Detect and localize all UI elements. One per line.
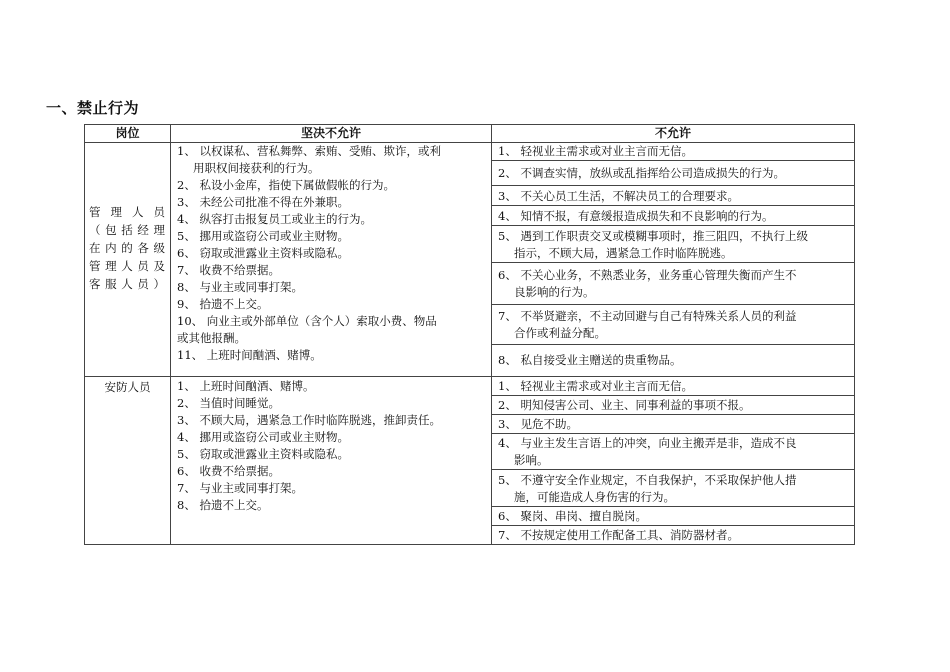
list-item: 3、 见危不助。 bbox=[498, 417, 578, 431]
list-item: 影响。 bbox=[514, 453, 549, 467]
forbidden-cell bbox=[492, 526, 855, 545]
list-item: 3、 不关心员工生活，不解决员工的合理要求。 bbox=[498, 189, 739, 203]
table-header-row bbox=[85, 125, 855, 143]
forbidden-cell bbox=[492, 470, 855, 507]
prohibited-behavior-table bbox=[84, 124, 855, 545]
list-item: 8、 私自接受业主赠送的贵重物品。 bbox=[498, 353, 682, 367]
forbidden-cell bbox=[492, 226, 855, 263]
forbidden-cell bbox=[492, 434, 855, 470]
list-item: 1、 上班时间酗酒、赌博。 bbox=[177, 379, 315, 393]
list-item: 合作或利益分配。 bbox=[514, 326, 606, 340]
list-item: 5、 不遵守安全作业规定，不自我保护，不采取保护他人措 bbox=[498, 473, 797, 487]
list-item: 2、 明知侵害公司、业主、同事利益的事项不报。 bbox=[498, 398, 751, 412]
forbidden-cell bbox=[492, 206, 855, 226]
role-cell-managers bbox=[85, 143, 171, 377]
role-cell-security bbox=[85, 377, 171, 545]
list-item: 4、 挪用或盗窃公司或业主财物。 bbox=[177, 430, 349, 444]
forbidden-cell bbox=[492, 507, 855, 526]
list-item: 9、 拾遗不上交。 bbox=[177, 297, 269, 311]
list-item: 8、 与业主或同事打架。 bbox=[177, 280, 303, 294]
list-item: 2、 私设小金库，指使下属做假帐的行为。 bbox=[177, 178, 395, 192]
list-item: 2、 当值时间睡觉。 bbox=[177, 396, 280, 410]
list-item: 1、 以权谋私、营私舞弊、索贿、受贿、欺诈，或利 bbox=[177, 144, 441, 158]
list-item: 或其他报酬。 bbox=[177, 331, 246, 345]
list-item: 7、 与业主或同事打架。 bbox=[177, 481, 303, 495]
role-line: 安防人员 bbox=[104, 380, 151, 394]
list-item: 施，可能造成人身伤害的行为。 bbox=[514, 490, 675, 504]
list-item: 5、 挪用或盗窃公司或业主财物。 bbox=[177, 229, 349, 243]
forbidden-cell bbox=[492, 263, 855, 305]
list-item: 4、 纵容打击报复员工或业主的行为。 bbox=[177, 212, 372, 226]
list-item: 3、 未经公司批准不得在外兼职。 bbox=[177, 195, 349, 209]
list-item: 5、 遇到工作职责交叉或模糊事项时，推三阻四，不执行上级 bbox=[498, 229, 808, 243]
list-item: 6、 收费不给票据。 bbox=[177, 464, 280, 478]
strictly-forbidden-cell-security bbox=[171, 377, 492, 545]
list-item: 良影响的行为。 bbox=[514, 285, 595, 299]
list-item: 10、 向业主或外部单位（含个人）索取小费、物品 bbox=[177, 314, 437, 328]
forbidden-cell bbox=[492, 396, 855, 415]
list-item: 11、 上班时间酗酒、赌博。 bbox=[177, 348, 322, 362]
forbidden-cell bbox=[492, 161, 855, 186]
forbidden-cell bbox=[492, 415, 855, 434]
header-strictly-forbidden: 坚决不允许 bbox=[171, 125, 492, 143]
list-item: 6、 聚岗、串岗、擅自脱岗。 bbox=[498, 509, 647, 523]
forbidden-cell bbox=[492, 186, 855, 206]
list-item: 用职权间接获利的行为。 bbox=[193, 161, 320, 175]
forbidden-cell bbox=[492, 143, 855, 161]
list-item: 4、 知情不报，有意缓报造成损失和不良影响的行为。 bbox=[498, 209, 774, 223]
list-item: 6、 不关心业务，不熟悉业务，业务重心管理失衡而产生不 bbox=[498, 268, 797, 282]
strictly-forbidden-cell-managers bbox=[171, 143, 492, 377]
list-item: 1、 轻视业主需求或对业主言而无信。 bbox=[498, 379, 693, 393]
list-item: 指示，不顾大局，遇紧急工作时临阵脱逃。 bbox=[514, 246, 733, 260]
role-line: （包括经理 bbox=[89, 223, 166, 237]
forbidden-cell bbox=[492, 305, 855, 345]
list-item: 2、 不调查实情，放纵或乱指挥给公司造成损失的行为。 bbox=[498, 166, 785, 180]
role-line: 管 理 人 员 bbox=[89, 205, 166, 219]
list-item: 7、 不举贤避亲，不主动回避与自己有特殊关系人员的利益 bbox=[498, 309, 797, 323]
role-line: 在内的各级 bbox=[89, 241, 166, 255]
header-position: 岗位 bbox=[85, 125, 171, 143]
role-line: 管理人员及 bbox=[89, 259, 166, 273]
list-item: 5、 窃取或泄露业主资料或隐私。 bbox=[177, 447, 349, 461]
forbidden-cell bbox=[492, 345, 855, 377]
list-item: 8、 拾遗不上交。 bbox=[177, 498, 269, 512]
table-row bbox=[85, 143, 855, 161]
table-row bbox=[85, 377, 855, 396]
list-item: 7、 不按规定使用工作配备工具、消防器材者。 bbox=[498, 528, 739, 542]
list-item: 1、 轻视业主需求或对业主言而无信。 bbox=[498, 144, 693, 158]
list-item: 3、 不顾大局，遇紧急工作时临阵脱逃，推卸责任。 bbox=[177, 413, 441, 427]
header-forbidden: 不允许 bbox=[492, 125, 855, 143]
list-item: 6、 窃取或泄露业主资料或隐私。 bbox=[177, 246, 349, 260]
section-title: 一、禁止行为 bbox=[46, 99, 140, 117]
list-item: 7、 收费不给票据。 bbox=[177, 263, 280, 277]
list-item: 4、 与业主发生言语上的冲突，向业主搬弄是非，造成不良 bbox=[498, 436, 797, 450]
role-line: 客服人员） bbox=[89, 277, 166, 291]
forbidden-cell bbox=[492, 377, 855, 396]
